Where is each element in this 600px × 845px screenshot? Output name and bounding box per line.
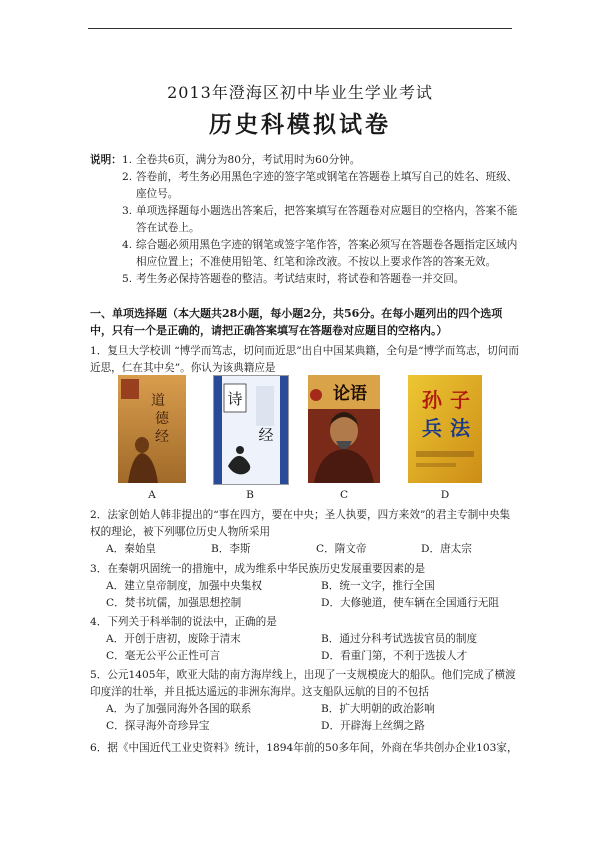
option: A．秦始皇 <box>106 543 157 555</box>
svg-text:兵: 兵 <box>422 416 442 440</box>
question-3 <box>90 561 520 612</box>
instructions-heading: 说明： <box>90 154 122 166</box>
option: D．大修驰道，使车辆在全国通行无阻 <box>321 597 499 609</box>
option: D．唐太宗 <box>421 543 472 555</box>
instruction-item: 综合题必须用黑色字迹的钢笔或签字笔作答，答案必须写在答题卷各题指定区域内相应位置上；不准使用铅笔、红笔和涂改液。不按以上要求作答的答案无效。 <box>136 239 518 268</box>
svg-text:法: 法 <box>450 416 470 440</box>
svg-text:孙: 孙 <box>422 388 442 412</box>
question-2-stem: 2．法家创始人韩非提出的“事在四方，要在中央；圣人执要，四方来效”的君主专制中央集权的理论，被下列哪位历史人物所采用 <box>90 509 511 538</box>
cover-d-sunzi-bingfa <box>408 375 482 483</box>
top-rule <box>88 28 512 29</box>
cover-a-title-char1: 道 <box>151 393 165 409</box>
cover-b-shijing <box>213 375 289 485</box>
option: C．探寻海外奇珍异宝 <box>106 720 210 732</box>
option: A．建立皇帝制度，加强中央集权 <box>106 580 262 592</box>
option: D．看重门第，不利于选拔人才 <box>321 650 468 662</box>
svg-text:论语: 论语 <box>333 384 367 404</box>
instruction-item: 全卷共6页，满分为80分，考试用时为60分钟。 <box>136 154 361 166</box>
question-4-stem: 4．下列关于科举制的说法中，正确的是 <box>90 616 277 628</box>
question-1-stem: 1．复旦大学校训 “博学而笃志，切问而近思”出自中国某典籍，全句是“博学而笃志，切问而近思，仁在其中矣”。你认为该典籍应是 <box>90 345 519 374</box>
svg-text:经: 经 <box>258 426 274 444</box>
option: C．毫无公平公正性可言 <box>106 650 221 662</box>
question-4 <box>90 614 520 665</box>
cover-a-daodejing <box>118 375 186 483</box>
option: C．隋文帝 <box>316 543 367 555</box>
section-heading: 一、单项选择题（本大题共28小题，每小题2分，共56分。在每小题列出的四个选项中，只有一个是正确的，请把正确答案填写在答题卷对应题目的空格内。） <box>90 307 503 337</box>
option: D．开辟海上丝绸之路 <box>321 720 425 732</box>
question-3-stem: 3．在秦朝巩固统一的措施中，成为维系中华民族历史发展重要因素的是 <box>90 563 426 575</box>
cover-c-label: C <box>339 489 349 501</box>
exam-title: 2013年澄海区初中毕业生学业考试 <box>167 83 433 102</box>
option: B．通过分科考试选拔官员的制度 <box>321 633 478 645</box>
question-5 <box>90 667 520 735</box>
instruction-item: 考生务必保持答题卷的整洁。考试结束时，将试卷和答题卷一并交回。 <box>136 273 465 285</box>
option: B．扩大明朝的政治影响 <box>321 703 435 715</box>
instruction-item: 答卷前，考生务必用黑色字迹的签字笔或钢笔在答题卷上填写自己的姓名、班级、座位号。 <box>136 171 518 200</box>
option: A．开创于唐初，废除于清末 <box>106 633 241 645</box>
svg-text:诗: 诗 <box>227 390 243 408</box>
cover-a-label: A <box>148 489 156 501</box>
cover-d-label: D <box>440 489 450 501</box>
instructions: 说明： 1. 全卷共6页，满分为80分，考试用时为60分钟。 2. 答卷前，考生务必用黑色字迹的签字笔或钢笔在答题卷上填写自己的姓名、班级、座位号。 3. 单项选择题每小题选出答案后，把答案填写在答题卷对应题目的空格内，答案不能答在试卷上。 4. 综合题必须用黑色字迹的钢笔或签字笔作答，答案必须写在答题卷各题指定区域内相应位置上；不准使用铅笔、红笔和涂改液。不按以上要求作答的答案无效。 5. 考生务必保持答题卷的整洁。考试结束时，将试卷和答题卷一并交回。 <box>90 152 520 288</box>
question-2 <box>90 507 520 558</box>
option: C．焚书坑儒，加强思想控制 <box>106 597 242 609</box>
option: B．统一文字，推行全国 <box>321 580 435 592</box>
svg-text:经: 经 <box>155 429 169 445</box>
cover-b-label: B <box>246 489 254 501</box>
option: A．为了加强同海外各国的联系 <box>106 703 252 715</box>
question-5-stem: 5．公元1405年，欧亚大陆的南方海岸线上，出现了一支规模庞大的船队。他们完成了横渡印度洋的壮举，并且抵达遥远的非洲东海岸。这支船队远航的目的不包括 <box>90 669 516 698</box>
instruction-item: 单项选择题每小题选出答案后，把答案填写在答题卷对应题目的空格内，答案不能答在试卷上。 <box>136 205 518 234</box>
exam-subtitle: 历史科模拟试卷 <box>209 111 391 138</box>
option: B．李斯 <box>211 543 251 555</box>
svg-text:子: 子 <box>450 388 470 412</box>
cover-c-lunyu <box>308 375 380 483</box>
question-6-stem: 6．据《中国近代工业史资料》统计，1894年前的50多年间，外商在华共创办企业103家， <box>90 742 518 754</box>
svg-text:德: 德 <box>155 411 169 427</box>
